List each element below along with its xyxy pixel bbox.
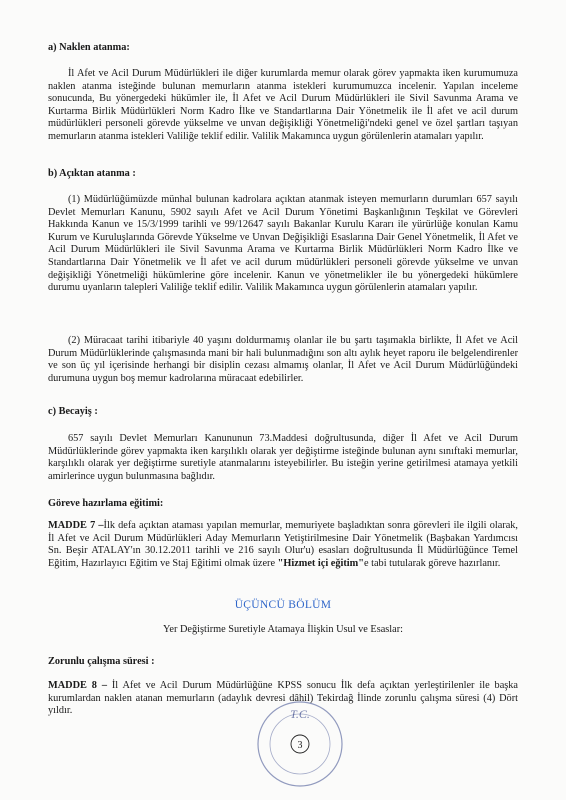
article-7-label: MADDE 7 – xyxy=(48,520,104,531)
mandatory-period-title: Zorunlu çalışma süresi : xyxy=(48,656,155,667)
page-number: 3 xyxy=(297,740,303,751)
article-8-label: MADDE 8 – xyxy=(48,680,107,691)
article-7-tail: e tabi tutularak göreve hazırlanır. xyxy=(363,557,501,569)
section-c-text: 657 sayılı Devlet Memurları Kanununun 73.Maddesi doğrultusunda, diğer İl Afet ve Acil Durum Müdürlüklerinde görev yapmakta iken karşılıklı olarak yer değiştirme isteğinde bulunan aynı sınıftaki memurlar, karşılıklı olarak yer değiştirme suretiyle atanmalarını isteyebilirler. Bu isteğin yerine getirilmesi atamaya yetkili amirlerince uygun bulunmasına bağlıdır. xyxy=(48,433,518,482)
official-seal-stamp xyxy=(254,698,346,790)
article-8-text: İl Afet ve Acil Durum Müdürlüğüne KPSS sonucu İlk defa açıktan yerleştirilenler ile başka kurumlardan naklen atanan memurların (adaylık devresi dâhil) Tekirdağ İlinde zorunlu çalışma süresi (4) Dört yıldır. xyxy=(48,680,518,717)
section-a-title: a) Naklen atanma: xyxy=(48,42,130,53)
training-title: Göreve hazırlama eğitimi: xyxy=(48,498,164,509)
part-subtitle: Yer Değiştirme Suretiyle Atamaya İlişkin Usul ve Esaslar: xyxy=(162,624,404,635)
section-b-paragraph-1: (1) Müdürlüğümüzde münhal bulunan kadrolara açıktan atanmak isteyen memurların durumları 657 sayılı Devlet Memurları Kanunu, 5902 sayılı Afet ve Acil Durum Yönetimi Başkanlığının Teşkilat ve Görevleri Hakkında Kanun ve 15/3/1999 tarihli ve 99/12647 sayılı Bakanlar Kurulu Kararı ile yürürlüğe konulan Kamu Kurum ve Kuruluşlarında Görevde Yükselme ve Unvan Değişikliği Esaslarına Dair Genel Yönetmelik, İl Afet ve Acil Durum Müdürlükleri ile Sivil Savunma Arama ve Kurtarma Birlik Müdürlükleri Norm Kadro İlke ve Standartlarına Dair Yönetmelik ve İl afet ve acil durum müdürlükleri personeli görevde yükselme ve unvan değişikliği Yönetmeliği hükümlerine göre incelenir. Kanun ve yönetmelikler ile bu yönergedeki hükümlere durumu uyanların talepleri Valiliğe teklif edilir. Valilik Makamınca uygun görülenlerin atamaları yapılır. xyxy=(48,194,518,294)
section-a-text: İl Afet ve Acil Durum Müdürlükleri ile diğer kurumlarda memur olarak görev yapmakta iken kurumumuza naklen atanma isteğinde bulunan memurların atanma istekleri kurumumuzca incelenir. Yapılan inceleme sonucunda, Bu yönergedeki hükümler ile, İl Afet ve Acil Durum Müdürlükleri ile Sivil Savunma Arama ve Kurtarma Birlik Müdürlükleri Norm Kadro İlke ve Standartlarına Dair Yönetmelik ile İl afet ve acil durum müdürlükleri personeli görevde yükselme ve unvan değişikliği Yönetmeliği'ndeki genel ve özel şartları taşıyan memurların atanma istekleri Valiliğe teklif edilir. Valilik Makamınca uygun görülenlerin atamaları yapılır. xyxy=(48,68,518,142)
article-7 xyxy=(48,520,518,570)
stamp-label: T.C. xyxy=(290,707,310,721)
article-7-text: İlk defa açıktan ataması yapılan memurlar, memuriyete başladıktan sonra görevleri ile ilgili olarak, İl Afet ve Acil Durum Müdürlükleri Aday Memurların Yetiştirilmesine Dair Yönetmelik (Başbakan Yardımcısı Sn. Beşir ATALAY'ın 30.12.2011 tarihli ve 216 sayılı Olur'u) esasları doğrultusunda İl Müdürlüğünce Temel Eğitim, Hazırlayıcı Eğitim ve Staj Eğitimi olmak üzere xyxy=(48,520,519,569)
part-title: ÜÇÜNCÜ BÖLÜM xyxy=(234,599,332,611)
section-b-title: b) Açıktan atanma : xyxy=(48,168,136,179)
section-b-paragraph-2: (2) Müracaat tarihi itibariyle 40 yaşını doldurmamış olanlar ile bu şartı taşımakla birlikte, İl Afet ve Acil Durum Müdürlüklerinde çalışmasında mani bir hali bulunmadığını son altı aylık heyet raporu ile belgelendirenler ve son üç yıl içerisinde herhangi bir disiplin cezası almamış olanlar, İl Afet ve Acil Durum Müdürlüğündeki durumuna uygun boş memur kadrolarına müracaat edebilirler. xyxy=(48,335,518,384)
section-c-title: c) Becayiş : xyxy=(48,406,98,417)
article-7-bold: "Hizmet içi eğitim" xyxy=(277,557,364,569)
